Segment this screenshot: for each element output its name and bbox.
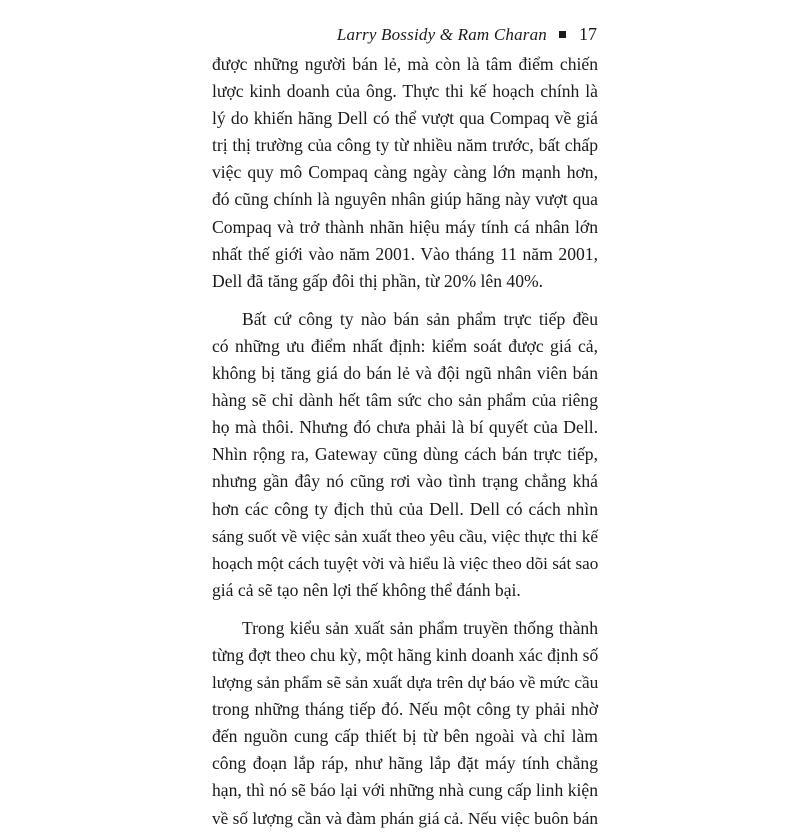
- text-line: Trong kiểu sản xuất sản phẩm truyền thống thành: [242, 617, 598, 638]
- text-line: về số lượng cần và đàm phán giá cả. Nếu việc buôn bán: [212, 808, 598, 828]
- text-line: nhưng gần đây nó cũng rơi vào tình trạng chẳng khá: [212, 471, 598, 492]
- body-text: [212, 51, 598, 832]
- text-line: giá cả sẽ tạo nên lợi thế không thể đánh bại.: [212, 579, 521, 600]
- header-authors: Larry Bossidy & Ram Charan: [336, 24, 547, 44]
- paragraph: [212, 51, 598, 295]
- text-line: họ mà thôi. Nhưng đó chưa phải là bí quyết của Dell.: [212, 417, 598, 438]
- text-line: lượng sản phẩm sẽ sản xuất dựa trên dự báo về mức cầu: [212, 673, 599, 693]
- text-line: từng đợt theo chu kỳ, một hãng kinh doanh xác định số: [212, 644, 599, 665]
- text-line: Bất cứ công ty nào bán sản phẩm trực tiếp đều: [242, 308, 598, 329]
- text-line: hoạch một cách tuyệt vời và hiểu là việc theo dõi sát sao: [212, 553, 599, 573]
- text-line: đó cũng chính là nguyên nhân giúp hãng này vượt qua: [212, 189, 598, 210]
- text-line: Nhìn rộng ra, Gateway cũng dùng cách bán trực tiếp,: [212, 444, 598, 465]
- text-line: không bị tăng giá do bán lẻ và đội ngũ nhân viên bán: [212, 363, 598, 384]
- text-line: lý do khiến hãng Dell có thể vượt qua Compaq về giá: [212, 108, 598, 129]
- text-line: được những người bán lẻ, mà còn là tâm điểm chiến: [212, 54, 598, 74]
- paragraph: [212, 306, 598, 604]
- text-line: nhất thế giới vào năm 2001. Vào tháng 11 năm 2001,: [212, 243, 598, 264]
- text-line: đến nguồn cung cấp thiết bị từ bên ngoài và chỉ làm: [212, 726, 598, 747]
- page-number: 17: [579, 24, 597, 44]
- running-header: [337, 24, 597, 45]
- text-line: hơn các công ty địch thủ của Dell. Dell có cách nhìn: [212, 498, 598, 519]
- text-line: lược kinh doanh của ông. Thực thi kế hoạch chính là: [212, 81, 598, 102]
- paragraph: [212, 615, 598, 832]
- header-square-bullet: [559, 31, 566, 38]
- text-line: công đoạn lắp ráp, như hãng lắp đặt máy tính chẳng: [212, 753, 598, 774]
- text-line: có những ưu điểm nhất định: kiểm soát được giá cả,: [212, 335, 598, 356]
- text-line: sáng suốt về việc sản xuất theo yêu cầu, việc thực thi kế: [212, 526, 598, 546]
- text-line: trị thị trường của công ty từ nhiều năm trước, bất chấp: [212, 135, 598, 156]
- text-line: hạn, thì nó sẽ báo lại với những nhà cung cấp linh kiện: [212, 780, 598, 801]
- text-line: Dell đã tăng gấp đôi thị phần, từ 20% lên 40%.: [212, 270, 544, 291]
- text-line: Compaq và trở thành nhãn hiệu máy tính cá nhân lớn: [212, 216, 598, 237]
- text-line: hàng sẽ chỉ dành hết tâm sức cho sản phẩm của riêng: [212, 390, 598, 411]
- text-line: trong những tháng tiếp đó. Nếu một công ty phải nhờ: [212, 699, 598, 720]
- text-line: việc quy mô Compaq càng ngày càng lớn mạnh hơn,: [212, 162, 598, 183]
